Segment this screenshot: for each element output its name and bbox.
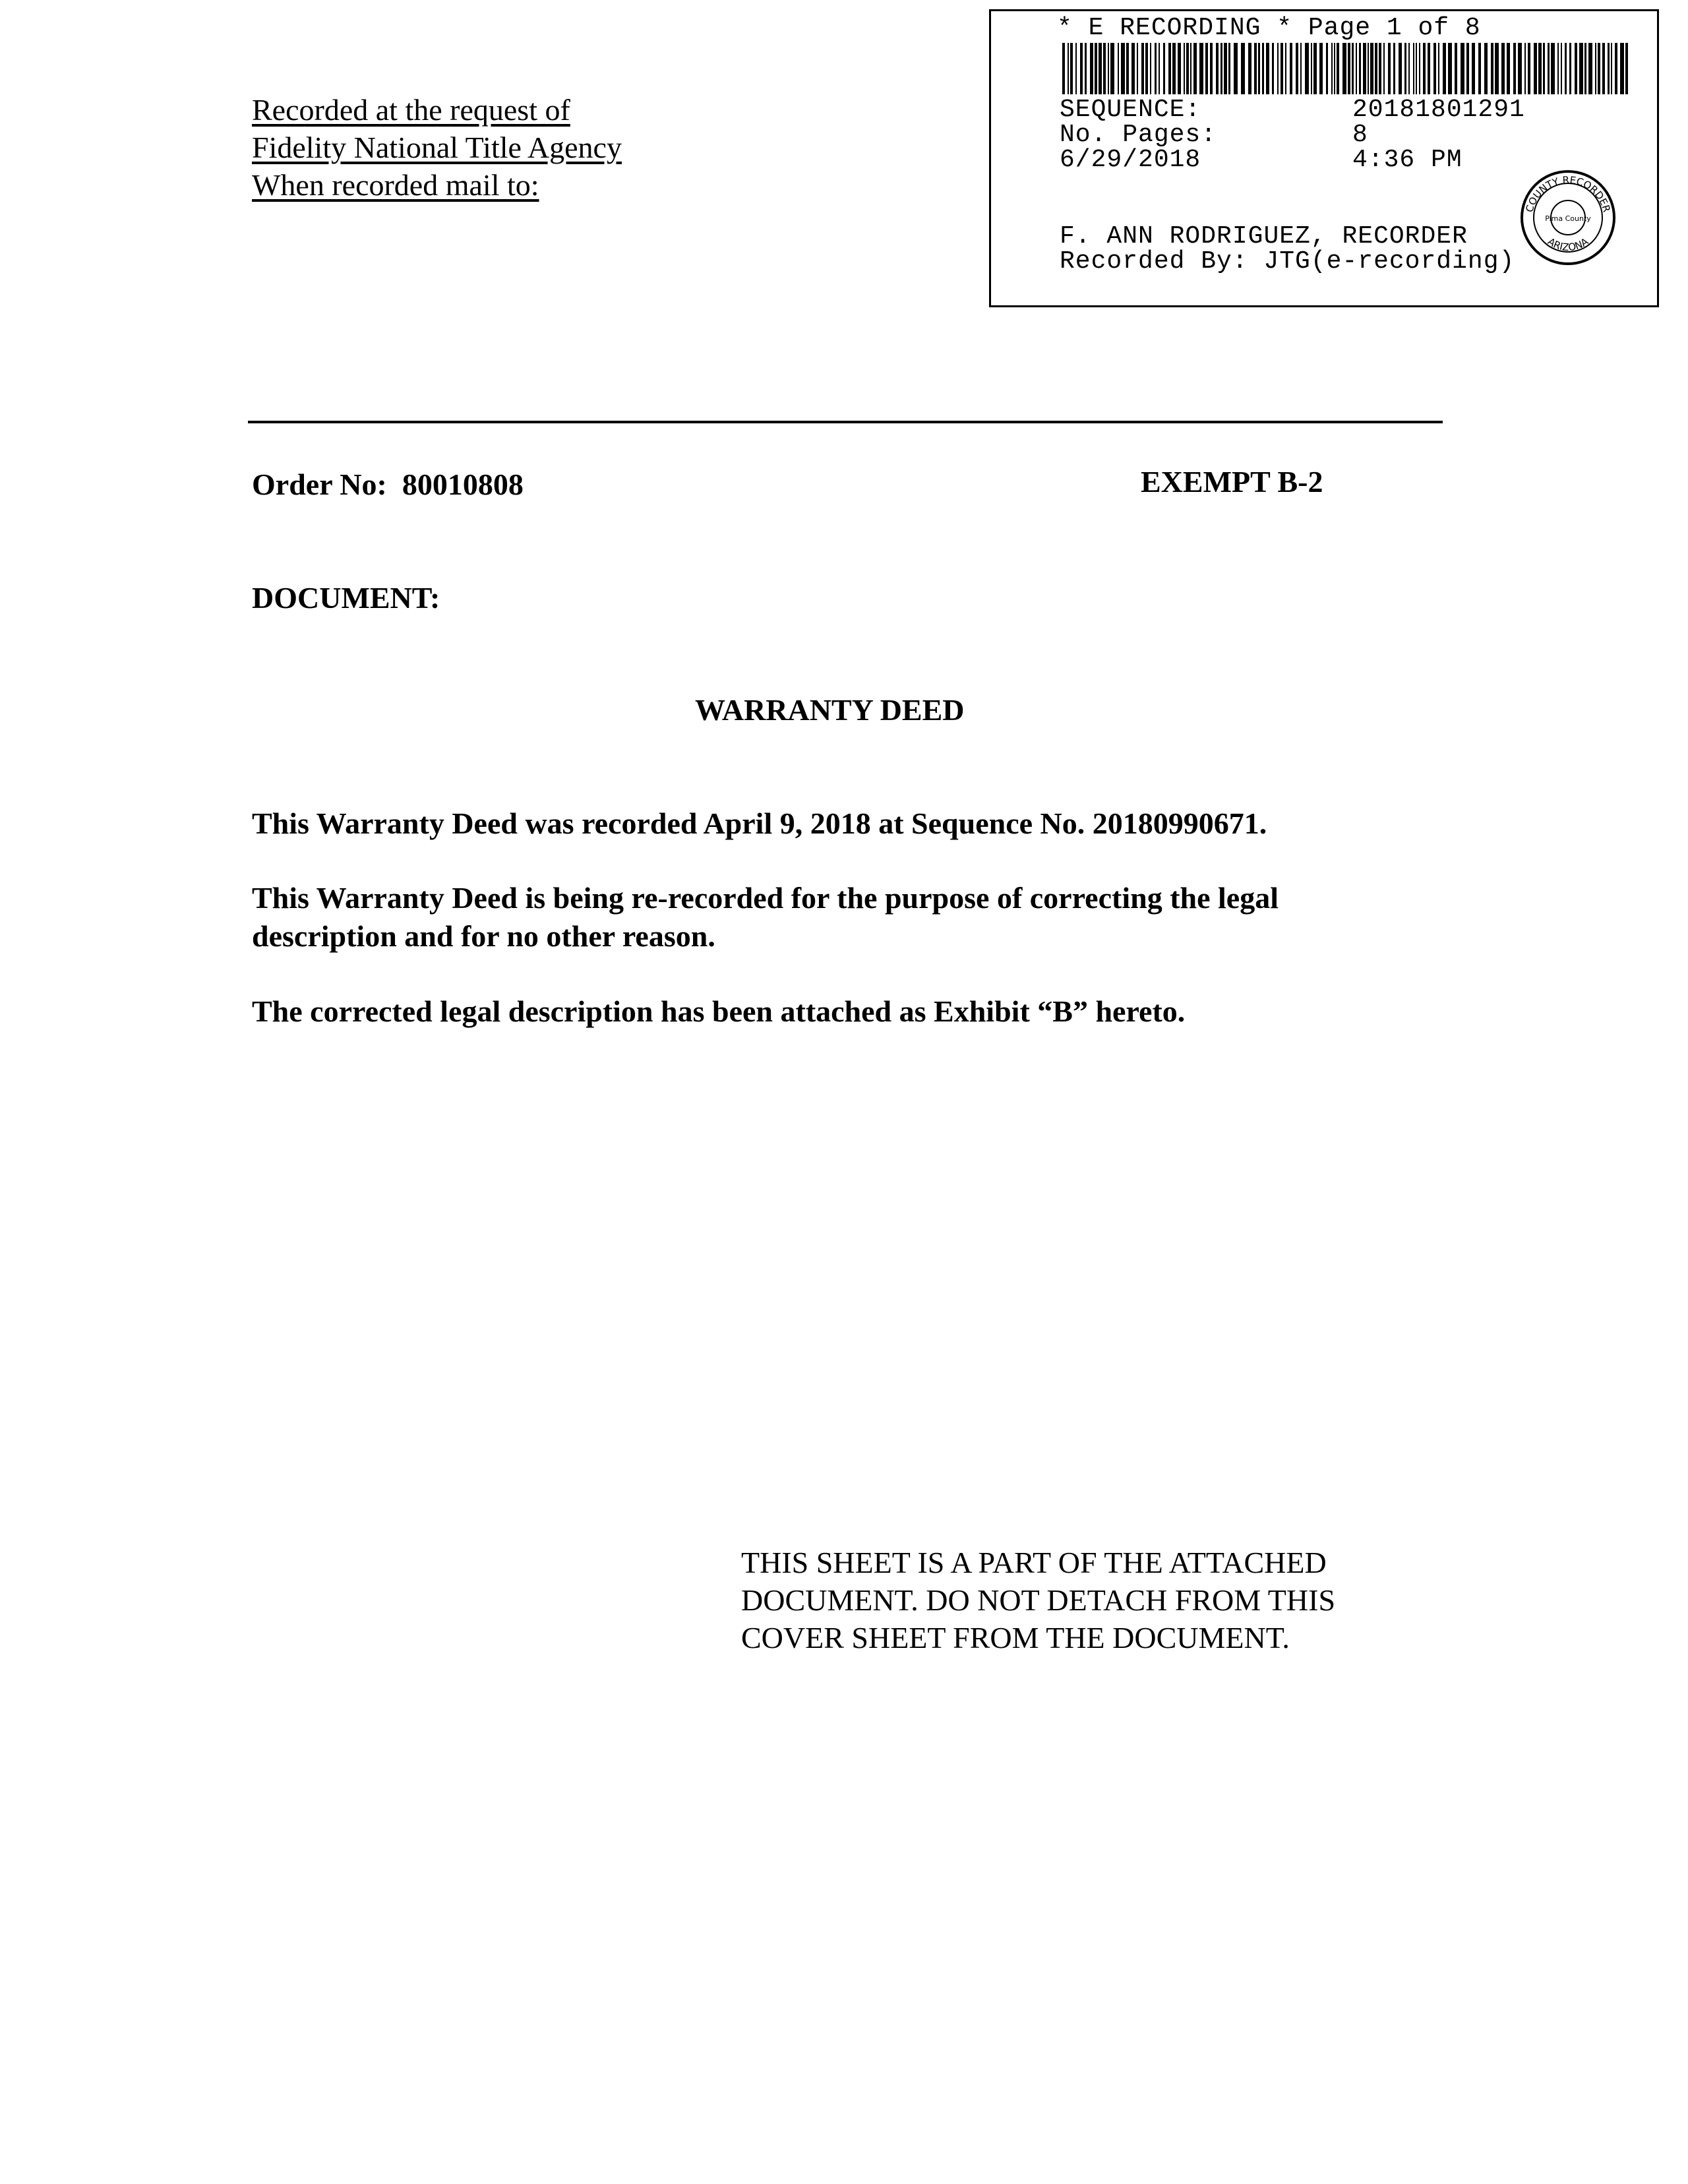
stamp-header: * E RECORDING * Page 1 of 8 — [1057, 14, 1481, 42]
pages-label: No. Pages: — [1060, 121, 1217, 149]
exempt-code: EXEMPT B-2 — [1141, 465, 1323, 499]
document-title: WARRANTY DEED — [695, 693, 965, 727]
seal-text-center: Pima County — [1545, 214, 1591, 223]
notice-line3: COVER SHEET FROM THE DOCUMENT. — [741, 1621, 1290, 1654]
order-number-line — [252, 467, 524, 502]
order-label: Order No: — [252, 468, 387, 501]
mail-to-line: When recorded mail to: — [252, 168, 539, 202]
barcode-icon — [1062, 43, 1629, 94]
notice-line2: DOCUMENT. DO NOT DETACH FROM THIS — [741, 1583, 1336, 1617]
recorded-by: Recorded By: JTG(e-recording) — [1060, 247, 1515, 276]
paragraph-recorded: This Warranty Deed was recorded April 9, 2018 at Sequence No. 20180990671. — [252, 806, 1267, 840]
paragraph-rerecorded-line2: description and for no other reason. — [252, 919, 715, 953]
document-label: DOCUMENT: — [252, 581, 440, 615]
recorded-request-line: Recorded at the request of — [252, 93, 570, 127]
paragraph-rerecorded-line1: This Warranty Deed is being re-recorded for the purpose of correcting the legal — [252, 881, 1279, 915]
record-time: 4:36 PM — [1352, 146, 1462, 174]
seal-text-bottom: ARIZONA — [1545, 235, 1591, 254]
paragraph-exhibit: The corrected legal description has been attached as Exhibit “B” hereto. — [252, 994, 1186, 1028]
recorder-name: F. ANN RODRIGUEZ, RECORDER — [1060, 222, 1468, 251]
pages-value: 8 — [1352, 121, 1368, 149]
title-agency-line: Fidelity National Title Agency — [252, 131, 622, 164]
record-date: 6/29/2018 — [1060, 146, 1201, 174]
order-number: 80010808 — [402, 468, 524, 501]
recording-stamp — [989, 9, 1659, 307]
sequence-value: 20181801291 — [1352, 96, 1525, 124]
divider-rule — [248, 421, 1443, 423]
county-seal-icon — [1519, 168, 1617, 267]
notice-line1: THIS SHEET IS A PART OF THE ATTACHED — [741, 1546, 1327, 1579]
sequence-label: SEQUENCE: — [1060, 96, 1201, 124]
seal-text-top: COUNTY RECORDER — [1523, 173, 1613, 214]
